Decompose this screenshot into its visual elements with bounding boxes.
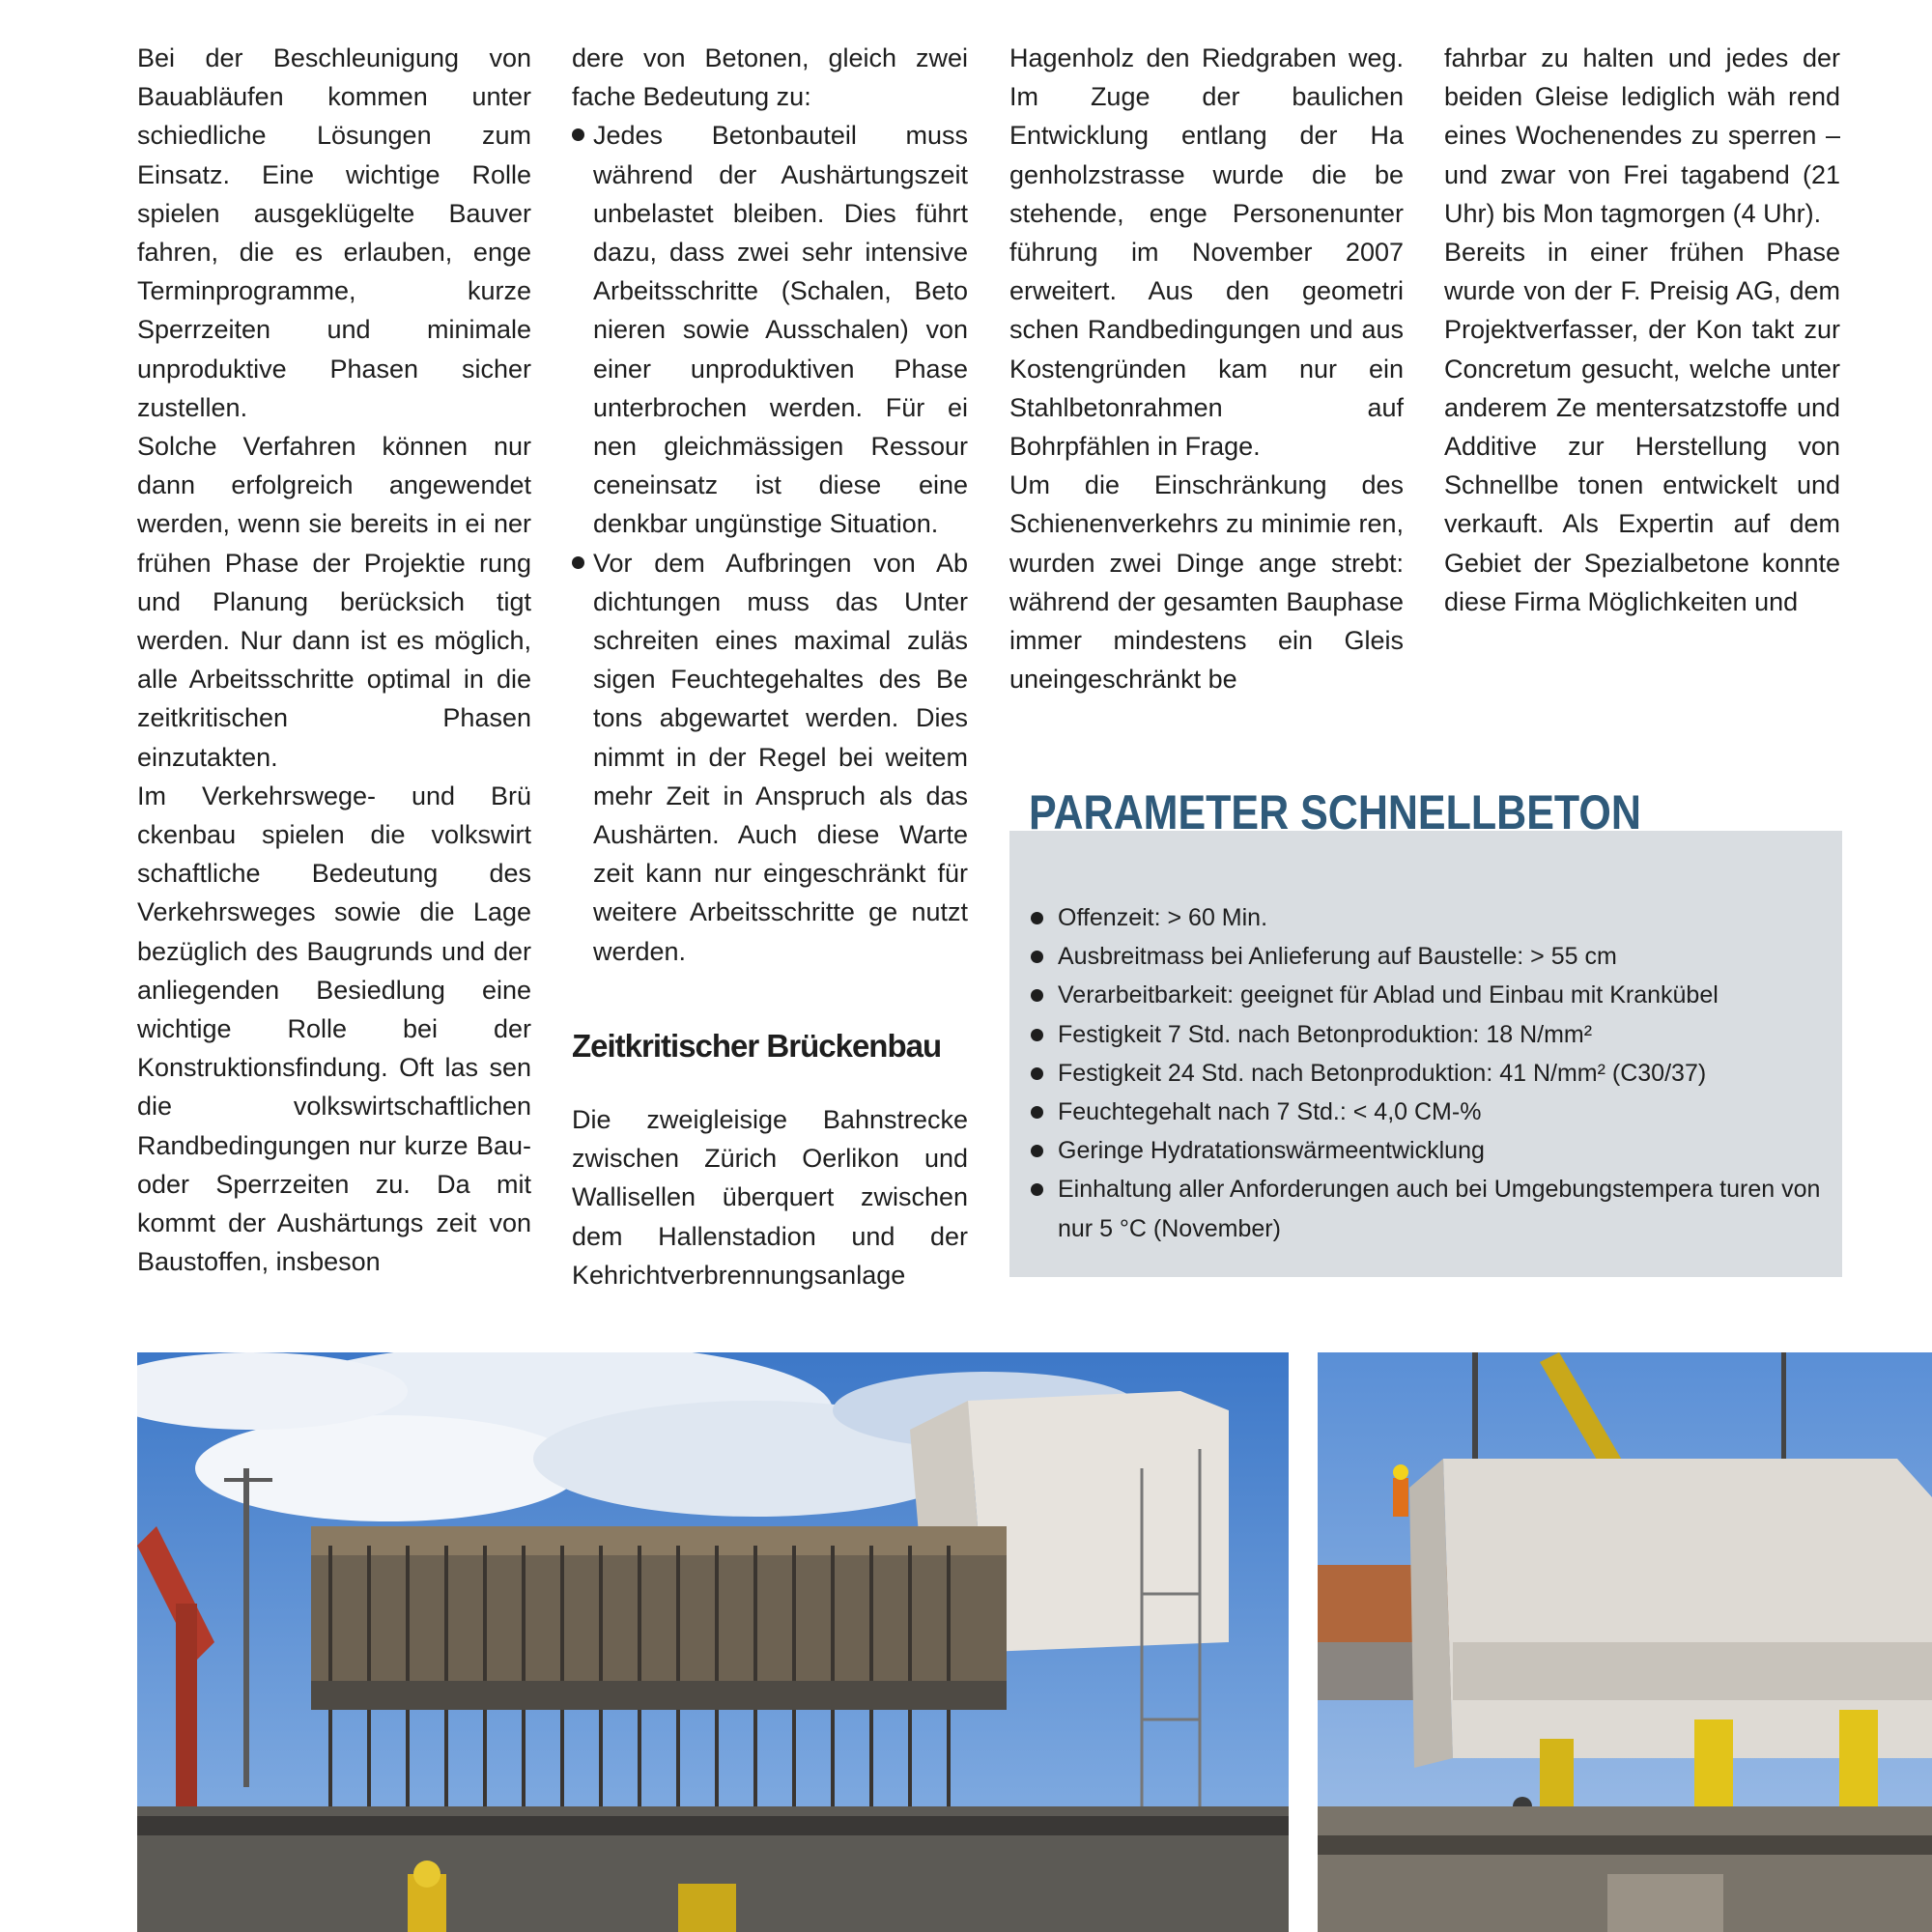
list-item: Ausbreitmass bei Anlieferung auf Baustelle: > 55 cm: [1031, 937, 1833, 976]
paragraph: Hagenholz den Riedgraben weg. Im Zuge der baulichen Entwicklung entlang der Ha genholzstrasse wurde die be stehende, enge Personenunter führung im November 2007 erweitert. Aus den geometri schen Randbedingungen und aus Kostengründen kam nur ein Stahlbetonrahmen auf Bohrpfählen in Frage.: [1009, 43, 1404, 462]
text-column-2: [572, 39, 968, 1294]
paragraph: Bei der Beschleunigung von Bauabläufen kommen unter schiedliche Lösungen zum Einsatz. Eine wichtige Rolle spielen ausgeklügelte Bauver fahren, die es erlauben, enge Terminprogramme, kurze Sperrzeiten und minimale unproduktive Phasen sicher zustellen.: [137, 43, 531, 422]
parameter-list: [1031, 898, 1833, 1248]
paragraph: Um die Einschränkung des Schienenverkehrs zu minimie ren, wurden zwei Dinge ange strebt: während der gesamten Bauphase immer mindestens ein Gleis uneingeschränkt be: [1009, 470, 1404, 695]
list-item: Verarbeitbarkeit: geeignet für Ablad und Einbau mit Krankübel: [1031, 976, 1833, 1014]
list-item: Feuchtegehalt nach 7 Std.: < 4,0 CM-%: [1031, 1093, 1833, 1131]
parameter-box: [1009, 831, 1842, 1277]
section-heading: Zeitkritischer Brückenbau: [572, 1027, 942, 1064]
list-item: Vor dem Aufbringen von Ab dichtungen muss das Unter schreiten eines maximal zuläs sigen Feuchtegehaltes des Be tons abgewartet werden. Dies nimmt in der Regel bei weitem mehr Zeit in Anspruch als das Aushärten. Auch diese Warte zeit kann nur eingeschränkt für weitere Arbeitsschritte ge nutzt werden.: [572, 544, 968, 971]
paragraph: Bereits in einer frühen Phase wurde von der F. Preisig AG, dem Projektverfasser, der Kon takt zur Concretum gesucht, welche unter anderem Ze mentersatzstoffe und Additive zur Herstellung von Schnellbe tonen entwickelt und verkauft. Als Expertin auf dem Gebiet der Spezialbetone konnte diese Firma Möglichkeiten und: [1444, 238, 1840, 616]
paragraph: Im Verkehrswege- und Brü ckenbau spielen die volkswirt schaftliche Bedeutung des Verkehrsweges sowie die Lage bezüglich des Baugrunds und der anliegenden Besiedlung eine wichtige Rolle bei der Konstruktionsfindung. Oft las sen die volkswirtschaftlichen Randbedingungen nur kurze Bau- oder Sperrzeiten zu. Da mit kommt der Aushärtungs zeit von Baustoffen, insbeson: [137, 781, 531, 1277]
list-item: Offenzeit: > 60 Min.: [1031, 898, 1833, 937]
construction-photo-formwork: [137, 1352, 1289, 1932]
construction-photo-bridge-element: [1318, 1352, 1932, 1932]
box-title: PARAMETER SCHNELLBETON: [1029, 785, 1641, 839]
list-item: Jedes Betonbauteil muss während der Aushärtungszeit unbelastet bleiben. Dies führt dazu, dass zwei sehr intensive Arbeitsschritte (Schalen, Beto nieren sowie Ausschalen) von einer unproduktiven Phase unterbrochen werden. Für ei nen gleichmässigen Ressour ceneinsatz ist diese eine denkbar ungünstige Situation.: [572, 116, 968, 543]
paragraph: fahrbar zu halten und jedes der beiden Gleise lediglich wäh rend eines Wochenendes zu sperren – und zwar von Frei tagabend (21 Uhr) bis Mon tagmorgen (4 Uhr).: [1444, 43, 1840, 228]
paragraph: Solche Verfahren können nur dann erfolgreich angewendet werden, wenn sie bereits in ei ner frühen Phase der Projektie rung und Planung berücksich tigt werden. Nur dann ist es möglich, alle Arbeitsschritte optimal in die zeitkritischen Phasen einzutakten.: [137, 432, 531, 772]
text-column-1: [137, 39, 531, 1282]
list-item: Festigkeit 7 Std. nach Betonproduktion: 18 N/mm²: [1031, 1015, 1833, 1054]
paragraph: Die zweigleisige Bahnstrecke zwischen Zürich Oerlikon und Wallisellen überquert zwischen dem Hallenstadion und der Kehrichtverbrennungsanlage: [572, 1105, 968, 1290]
paragraph: dere von Betonen, gleich zwei fache Bedeutung zu:: [572, 43, 968, 112]
bullet-list: [572, 116, 968, 970]
text-column-4: [1444, 39, 1840, 621]
list-item: Festigkeit 24 Std. nach Betonproduktion: 41 N/mm² (C30/37): [1031, 1054, 1833, 1093]
list-item: Einhaltung aller Anforderungen auch bei Umgebungstempera turen von nur 5 °C (November): [1031, 1170, 1833, 1247]
list-item: Geringe Hydratationswärmeentwicklung: [1031, 1131, 1833, 1170]
text-column-3: [1009, 39, 1404, 698]
